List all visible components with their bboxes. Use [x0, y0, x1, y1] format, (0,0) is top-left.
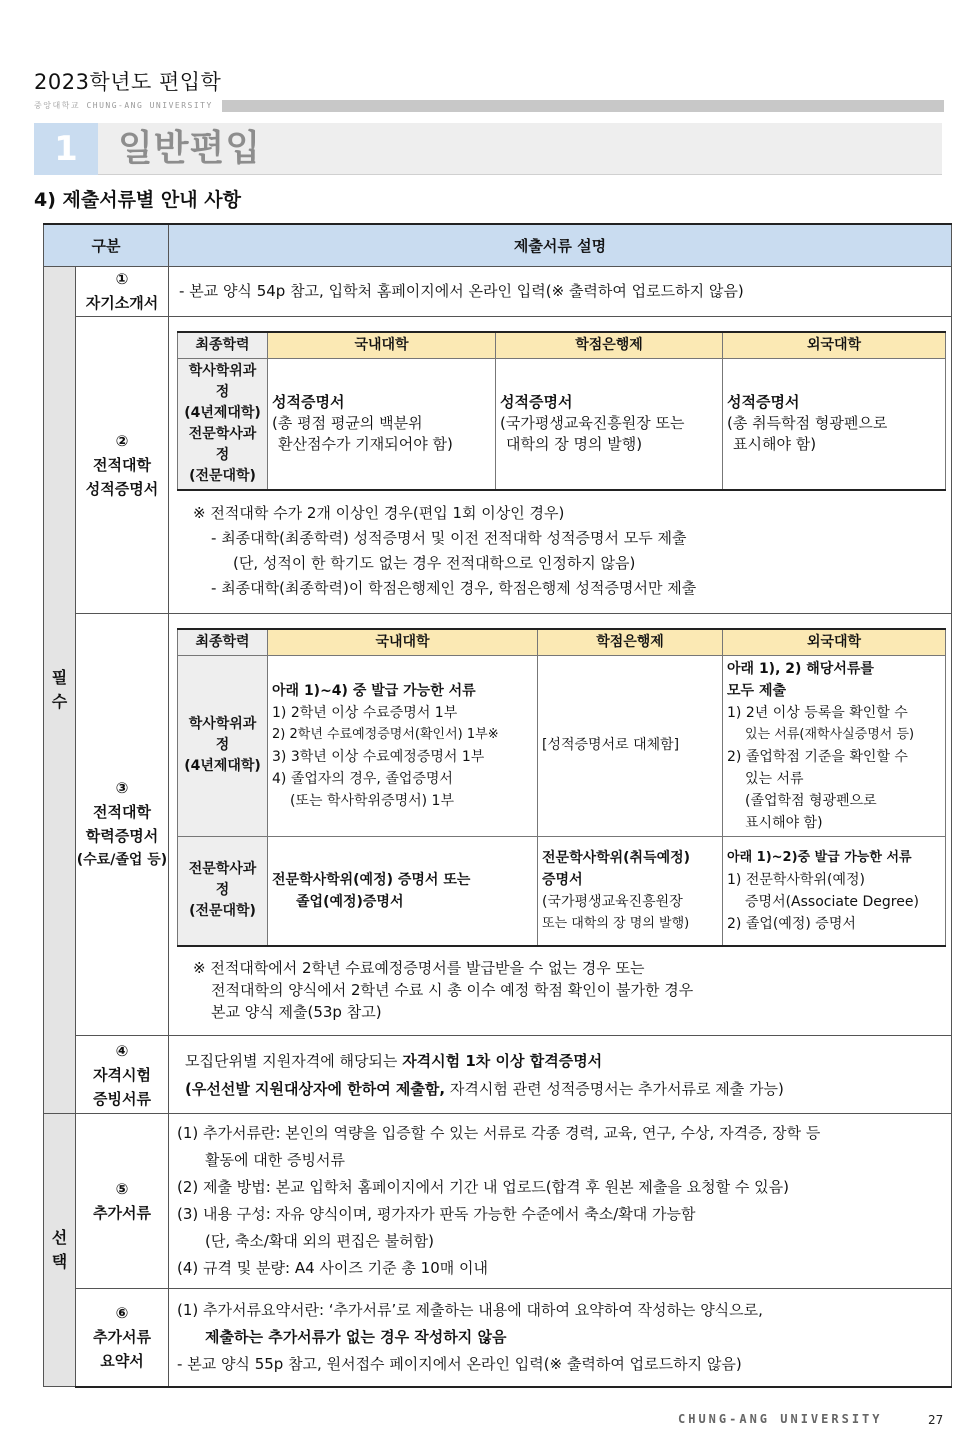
section-title: 일반편입	[118, 128, 262, 169]
inner-header: 국내대학	[268, 332, 496, 359]
row-number: ④	[115, 1041, 129, 1060]
bachelor-domestic	[268, 655, 538, 836]
group-optional-label: 선택	[51, 1228, 68, 1271]
cell-line: 졸업(예정)증명서	[296, 893, 404, 910]
associate-foreign	[723, 836, 946, 946]
row-label-grades	[76, 316, 169, 613]
row-label-summary	[76, 1289, 169, 1387]
cert-description	[169, 1036, 952, 1114]
cell-title: 아래 1), 2) 해당서류를	[727, 660, 874, 677]
cell-line: 2) 2학년 수료예정증명서(확인서) 1부※	[272, 726, 499, 742]
note-line: ※ 전적대학에서 2학년 수료예정증명서를 발급받을 수 없는 경우 또는	[193, 959, 645, 977]
summary-description	[169, 1289, 952, 1387]
inner-header: 학점은행제	[496, 332, 723, 359]
inner-row-label	[178, 655, 268, 836]
page-number: 27	[928, 1413, 944, 1427]
col-header-description: 제출서류 설명	[169, 224, 952, 266]
cell-line: 대학의 장 명의 발행)	[506, 435, 643, 453]
cell-line: 환산점수가 기재되어야 함)	[278, 435, 453, 453]
cell-line: (국가평생교육진흥원장 또는	[500, 414, 685, 432]
cell-line: 증명서(Associate Degree)	[745, 893, 919, 910]
grades-inner-table	[177, 331, 946, 491]
academic-cell	[169, 613, 952, 1036]
footer-brand: CHUNG-ANG UNIVERSITY	[678, 1412, 883, 1426]
row-number: ③	[115, 779, 129, 798]
row-label-academic	[76, 613, 169, 1036]
label-line: 학사학위과정	[188, 716, 257, 753]
cell-line: 4) 졸업자의 경우, 졸업증명서	[272, 770, 453, 787]
label-line: (전문대학)	[189, 903, 256, 920]
bachelor-foreign	[723, 655, 946, 836]
row-name: 요약서	[100, 1352, 144, 1371]
cell-line: 1) 2학년 이상 수료증명서 1부	[272, 704, 458, 721]
row-number: ②	[115, 431, 129, 450]
cell-line: 3) 3학년 이상 수료예정증명서 1부	[272, 748, 485, 765]
desc-line: - 본교 양식 55p 참고, 원서접수 페이지에서 온라인 입력(※ 출력하여 업로드하지 않음)	[177, 1354, 742, 1373]
row-name: 전적대학	[93, 803, 151, 822]
section-number: 1	[34, 123, 98, 175]
inner-header: 최종학력	[178, 332, 268, 359]
label-line: (전문대학)	[189, 467, 256, 484]
cell-title: 증명서	[542, 871, 583, 888]
note-line: ※ 전적대학 수가 2개 이상인 경우(편입 1회 이상인 경우)	[193, 503, 565, 522]
group-optional	[44, 1114, 76, 1387]
row-number: ⑥	[115, 1304, 129, 1323]
desc-text: 자격시험 관련 성적증명서는 추가서류로 제출 가능)	[445, 1079, 784, 1098]
cell-line: (또는 학사학위증명서) 1부	[290, 792, 454, 809]
group-required-label: 필수	[51, 667, 68, 711]
foreign-grades	[723, 358, 946, 490]
cell-title: 모두 제출	[727, 682, 786, 699]
label-line: (4년제대학)	[184, 758, 261, 774]
row-number: ⑤	[115, 1180, 129, 1198]
note-line: (단, 성적이 한 학기도 없는 경우 전적대학으로 인정하지 않음)	[233, 553, 636, 572]
table-row	[44, 1114, 952, 1289]
label-line: (4년제대학)	[184, 404, 261, 421]
grades-cell	[169, 316, 952, 613]
label-line: 전문학사과정	[188, 425, 257, 463]
cell-title: 아래 1)~4) 중 발급 가능한 서류	[272, 682, 476, 699]
inner-header: 외국대학	[723, 629, 946, 656]
bachelor-bank: [성적증명서로 대체함]	[538, 655, 723, 836]
desc-line: (2) 제출 방법: 본교 입학처 홈페이지에서 기간 내 업로드(합격 후 원본 제출을 요청할 수 있음)	[177, 1178, 789, 1196]
table-row	[44, 266, 952, 316]
row-name: 전적대학	[93, 455, 151, 474]
academic-note	[177, 947, 945, 1027]
academic-inner-table	[177, 628, 946, 948]
desc-text: 모집단위별 지원자격에 해당되는	[185, 1051, 403, 1070]
row-name: (수료/졸업 등)	[76, 852, 168, 869]
desc-bold: (우선선발 지원대상자에 한하여 제출함,	[185, 1079, 446, 1098]
associate-bank	[538, 836, 723, 946]
cell-title: 성적증명서	[272, 393, 345, 411]
note-line: 전적대학의 양식에서 2학년 수료 시 총 이수 예정 학점 확인이 불가한 경우	[211, 981, 694, 999]
cell-title: 성적증명서	[500, 393, 573, 411]
cell-line: (총 취득학점 형광펜으로	[727, 414, 888, 432]
label-line: 전문학사과정	[188, 861, 257, 899]
group-required	[44, 266, 76, 1114]
row-label-intro	[76, 266, 169, 316]
cell-line: 있는 서류(재학사실증명서 등)	[745, 726, 915, 742]
grades-note	[177, 491, 945, 605]
cell-line: (총 평점 평균의 백분위	[272, 414, 423, 432]
cell-line: 2) 졸업(예정) 증명서	[727, 915, 856, 932]
extra-description	[169, 1114, 952, 1289]
inner-row-label	[178, 358, 268, 490]
desc-line: 제출하는 추가서류가 없는 경우 작성하지 않음	[205, 1327, 507, 1346]
cell-line: 표시해야 함)	[745, 814, 823, 831]
table-row	[44, 316, 952, 613]
desc-line: (4) 규격 및 분량: A4 사이즈 기준 총 10매 이내	[177, 1259, 488, 1277]
document-title: 2023학년도 편입학	[34, 70, 222, 94]
note-line: 본교 양식 제출(53p 참고)	[211, 1003, 382, 1021]
table-row	[44, 613, 952, 1036]
cell-line: 2) 졸업학점 기준을 확인할 수	[727, 748, 908, 765]
cell-title: 아래 1)~2)중 발급 가능한 서류	[727, 849, 912, 865]
row-name: 자격시험	[93, 1065, 151, 1084]
inner-header: 국내대학	[268, 629, 538, 656]
header-rule	[222, 100, 944, 112]
row-number: ①	[115, 270, 129, 288]
cell-title: 성적증명서	[727, 393, 800, 411]
desc-line: (3) 내용 구성: 자유 양식이며, 평가자가 판독 가능한 수준에서 축소/확대 가능함	[177, 1205, 696, 1223]
desc-line: (단, 축소/확대 외의 편집은 불허함)	[205, 1232, 434, 1250]
cell-line: (국가평생교육진흥원장	[542, 893, 683, 910]
cell-line: 또는 대학의 장 명의 발행)	[542, 915, 690, 931]
row-name: 추가서류	[93, 1328, 151, 1347]
bank-grades	[496, 358, 723, 490]
documents-table	[43, 223, 952, 1388]
domestic-grades	[268, 358, 496, 490]
label-line: 학사학위과정	[188, 362, 257, 400]
inner-header: 외국대학	[723, 332, 946, 359]
desc-line: (1) 추가서류요약서란: ‘추가서류’로 제출하는 내용에 대하여 요약하여 작성하는 양식으로,	[177, 1300, 763, 1319]
cell-title: 전문학사학위(취득예정)	[542, 849, 691, 866]
university-logo-text: 중앙대학교 CHUNG-ANG UNIVERSITY	[34, 101, 213, 110]
row-name: 추가서류	[93, 1204, 151, 1222]
table-row	[44, 1289, 952, 1387]
row-name: 학력증명서	[85, 827, 159, 846]
note-line: - 최종대학(최종학력) 성적증명서 및 이전 전적대학 성적증명서 모두 제출	[211, 528, 687, 547]
cell-line: (졸업학점 형광펜으로	[745, 792, 877, 809]
desc-line: 활동에 대한 증빙서류	[205, 1151, 345, 1169]
associate-domestic	[268, 836, 538, 946]
inner-row-label	[178, 836, 268, 946]
desc-line: (1) 추가서류란: 본인의 역량을 입증할 수 있는 서류로 각종 경력, 교육, 연구, 수상, 자격증, 장학 등	[177, 1124, 821, 1142]
col-header-category: 구분	[44, 224, 169, 266]
table-header-row	[44, 224, 952, 266]
table-row	[44, 1036, 952, 1114]
cell-line: 있는 서류	[745, 770, 804, 787]
sub-heading: 4) 제출서류별 안내 사항	[34, 189, 241, 211]
cell-line: 1) 전문학사학위(예정)	[727, 871, 865, 888]
inner-header: 학점은행제	[538, 629, 723, 656]
cell-line: 1) 2년 이상 등록을 확인할 수	[727, 704, 908, 721]
row-name: 성적증명서	[85, 479, 159, 498]
row-name: 증빙서류	[93, 1089, 151, 1108]
row-name: 자기소개서	[85, 294, 159, 312]
intro-description: - 본교 양식 54p 참고, 입학처 홈페이지에서 온라인 입력(※ 출력하여 업로드하지 않음)	[169, 266, 952, 316]
cell-line: 표시해야 함)	[733, 435, 817, 453]
note-line: - 최종대학(최종학력)이 학점은행제인 경우, 학점은행제 성적증명서만 제출	[211, 578, 697, 597]
row-label-extra	[76, 1114, 169, 1289]
inner-header: 최종학력	[178, 629, 268, 656]
row-label-cert	[76, 1036, 169, 1114]
cell-line: 전문학사학위(예정) 증명서 또는	[272, 871, 471, 888]
desc-bold: 자격시험 1차 이상 합격증명서	[402, 1051, 603, 1070]
